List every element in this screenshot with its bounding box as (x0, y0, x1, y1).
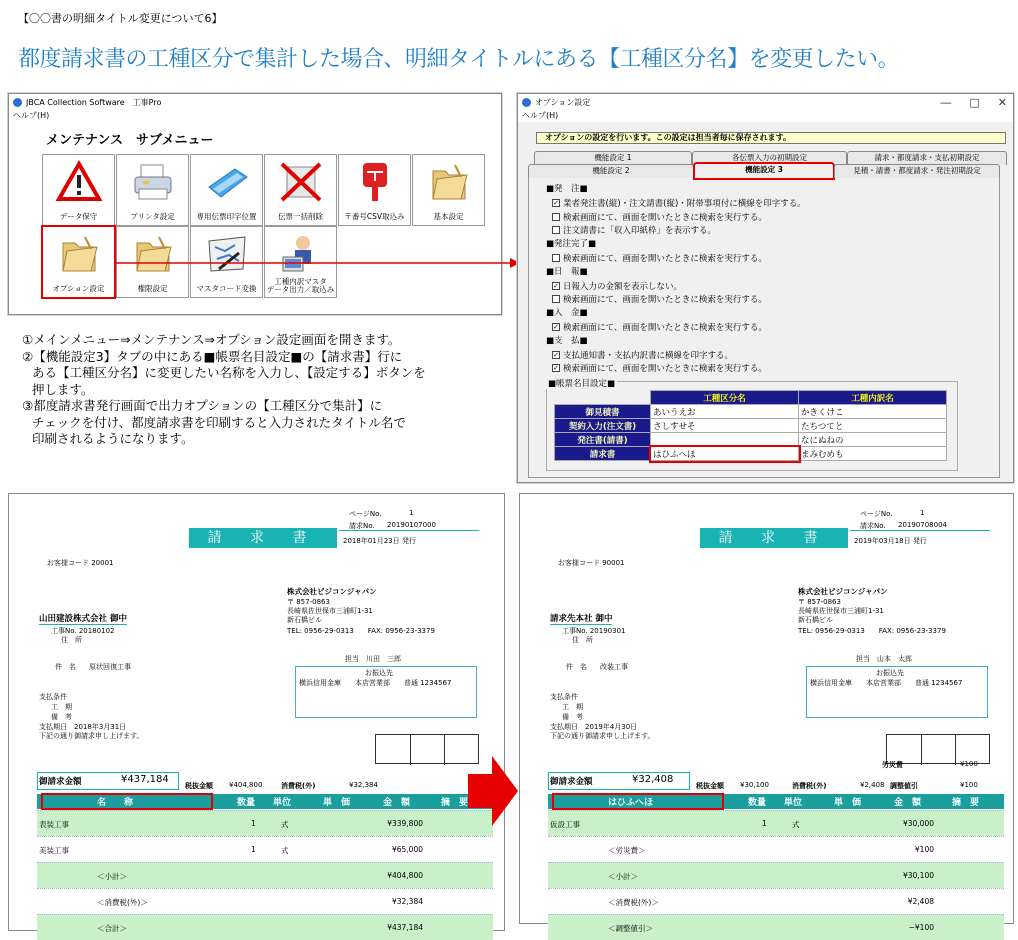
column-header: 単 価 (323, 798, 351, 808)
item-name: 美装工事 (39, 846, 69, 855)
col-uchiwake: 工種内訳名 (799, 391, 947, 405)
option-checkbox-row[interactable] (552, 293, 767, 305)
grid-row (555, 419, 947, 433)
item-amount: −¥100 (908, 923, 934, 932)
table-row (37, 914, 493, 940)
maximize-icon[interactable]: □ (969, 96, 980, 109)
work-period: 工 期 (51, 703, 72, 711)
due-date: 支払期日 2018年3月31日 (39, 723, 127, 731)
page-label: ページNo. (349, 510, 382, 518)
checkbox[interactable]: ✓ (553, 350, 559, 359)
option-label: 業者発注書(縦)・注文請書(縦)・附帯事項付に横線を印字する。 (563, 198, 806, 209)
item-amount: ¥30,000 (902, 819, 934, 828)
zip: 〒 857-0863 (798, 598, 841, 606)
option-label: 検索画面にて、画面を開いたときに検索を実行する。 (563, 364, 767, 375)
kubun-input[interactable] (651, 433, 799, 447)
client-name: 請求先本社 御中 (550, 614, 613, 624)
window-title: JBCA Collection Software 工事Pro (26, 97, 162, 107)
item-amount: ¥2,408 (907, 897, 934, 906)
item-name: 表装工事 (39, 820, 69, 829)
divider (410, 735, 411, 765)
uchiwake-input[interactable]: たちつてと (799, 419, 947, 433)
checkbox[interactable]: ✓ (553, 281, 559, 290)
checkbox[interactable] (552, 295, 560, 303)
title-bar (9, 94, 501, 110)
section-label: ■支 払■ (546, 335, 588, 346)
kubun-input[interactable]: あいうえお (651, 405, 799, 419)
item-name: ＜調整値引＞ (608, 924, 653, 933)
section-label: ■日 報■ (546, 266, 588, 277)
delete-icon (279, 161, 323, 203)
item-qty: 1 (251, 845, 256, 854)
option-label: 支払通知書・支払内訳書に横線を印字する。 (563, 350, 734, 361)
option-checkbox-row[interactable] (552, 211, 767, 223)
tile-label: 〒番号CSV取込み (344, 212, 405, 221)
tab-estimate-settings[interactable]: 見積・請書・都度請求・発注初期設定 (834, 164, 1000, 178)
work-period: 工 期 (562, 703, 583, 711)
issue-date: 2018年01月23日 発行 (343, 537, 416, 545)
tile-label: 基本設定 (433, 212, 464, 221)
column-header: 単 価 (834, 798, 862, 808)
job-number: 工事No. 20180102 (51, 627, 115, 635)
page-title: 都度請求書の工種区分で集計した場合、明細タイトルにある【工種区分名】を変更したい。 (18, 47, 900, 72)
job-name-label: 件 名 (566, 663, 587, 671)
col-kubun: 工種区分名 (651, 391, 799, 405)
checkbox[interactable] (552, 213, 560, 221)
tile-4[interactable] (264, 154, 337, 226)
issue-date: 2019年03月18日 発行 (854, 537, 927, 545)
tax-label: 消費税(外) (281, 782, 316, 790)
payment-terms: 支払条件 (39, 693, 67, 701)
rule (850, 530, 990, 531)
table-row (548, 810, 1004, 836)
address: 長崎県佐世保市三浦町1-31 (287, 607, 373, 615)
item-name: ＜労災費＞ (608, 846, 646, 855)
stamp-boxes (375, 734, 479, 764)
window-controls (940, 96, 1007, 109)
job-name-label: 件 名 (55, 663, 76, 671)
invoice-number: 20190107000 (387, 521, 436, 529)
tax-label: 消費税(外) (792, 782, 827, 790)
tile-label: データ保守 (59, 212, 98, 221)
tile-3[interactable] (190, 154, 263, 226)
column-header: 単位 (273, 798, 292, 808)
item-name: ＜消費税(外)＞ (97, 898, 148, 907)
table-row (548, 914, 1004, 940)
option-checkbox-row[interactable] (552, 197, 806, 209)
tile-1[interactable] (42, 154, 115, 226)
title-highlight (552, 793, 724, 810)
due-date: 支払期日 2019年4月30日 (550, 723, 638, 731)
step-line: ある【工種区分名】に変更したい名称を入力し、【設定する】ボタンを (32, 365, 426, 380)
item-unit: 式 (281, 820, 289, 829)
postbox-icon (353, 161, 397, 203)
item-unit: 式 (281, 846, 289, 855)
option-checkbox-row[interactable] (552, 321, 767, 333)
tile-label: 伝票一括削除 (278, 212, 323, 221)
section-label: ■入 金■ (546, 308, 588, 319)
job-address: 住 所 (61, 636, 82, 644)
tax-amount: ¥2,408 (860, 781, 885, 789)
column-header: 数量 (237, 798, 256, 808)
divider (955, 735, 956, 765)
invoice-before (8, 493, 505, 931)
column-header: 数量 (748, 798, 767, 808)
excl-label: 税抜金額 (185, 782, 213, 790)
divider (921, 735, 922, 765)
job-name: 改装工事 (600, 663, 628, 671)
adj-amount: ¥100 (960, 781, 978, 789)
customer-code: お客様コード 90001 (558, 559, 625, 567)
staff: 担当 山本 太郎 (856, 655, 912, 663)
table-row (37, 810, 493, 836)
table-row (548, 862, 1004, 888)
step-line: 印刷されるようになります。 (32, 431, 194, 446)
tile-label: 工種内訳マスタ データ出力／取込み (266, 277, 335, 294)
title-highlight (41, 793, 213, 810)
window-title: オプション設定 (535, 97, 591, 107)
instructions (22, 332, 492, 448)
customer-code: お客様コード 20001 (47, 559, 114, 567)
tile-2[interactable] (116, 154, 189, 226)
item-amount: ¥100 (914, 845, 934, 854)
total-amount: ¥437,184 (121, 774, 169, 785)
tel-fax: TEL: 0956-29-0313 FAX: 0956-23-3379 (798, 627, 946, 635)
item-qty: 1 (762, 819, 767, 828)
staff: 担当 川田 三郎 (345, 655, 401, 663)
maintenance-window (8, 93, 502, 315)
invoice-no-label: 請求No. (349, 522, 375, 530)
table-row (37, 888, 493, 914)
tile-5[interactable] (338, 154, 411, 226)
address: 長崎県佐世保市三浦町1-31 (798, 607, 884, 615)
tab-function-1[interactable]: 機能設定 1 (534, 151, 692, 165)
invoice-number: 20190708004 (898, 521, 947, 529)
item-amount: ¥437,184 (387, 923, 423, 932)
doc-name: 御見積書 (555, 405, 651, 419)
uchiwake-input[interactable]: かきくけこ (799, 405, 947, 419)
item-amount: ¥339,800 (387, 819, 423, 828)
tile-label: 権限設定 (137, 284, 168, 293)
column-header: 金 額 (894, 798, 922, 808)
tile-label: 専用伝票印字位置 (196, 212, 257, 221)
divider (444, 735, 445, 765)
note: 下記の通り御請求申し上げます。 (39, 732, 144, 740)
rousai-label: 労災費 (882, 761, 903, 769)
item-amount: ¥30,100 (902, 871, 934, 880)
option-label: 検索画面にて、画面を開いたときに検索を実行する。 (563, 323, 767, 333)
table-row (548, 836, 1004, 862)
folder-icon (427, 161, 471, 203)
memo: 備 考 (562, 713, 583, 721)
excl-label: 税抜金額 (696, 782, 724, 790)
rule (339, 530, 479, 531)
table-row (37, 836, 493, 862)
item-name: ＜小計＞ (97, 872, 127, 881)
tile-7[interactable] (42, 226, 115, 298)
item-name: ＜消費税(外)＞ (608, 898, 659, 907)
item-amount: ¥32,384 (391, 897, 423, 906)
pointer-arrow (115, 255, 525, 271)
table-row (37, 862, 493, 888)
step-line: ②【機能設定3】タブの中にある■帳票名目設定■の【請求書】行に (22, 348, 403, 364)
tile-6[interactable] (412, 154, 485, 226)
checkbox[interactable]: ✓ (553, 364, 559, 373)
checkbox[interactable]: ✓ (553, 323, 559, 331)
warning-icon (57, 161, 101, 203)
app-icon (13, 98, 22, 107)
bank-header: お振込先 (365, 669, 393, 677)
invoice-no-label: 請求No. (860, 522, 886, 530)
checkbox[interactable] (552, 226, 560, 234)
document-title: 請 求 書 (700, 528, 848, 548)
page-number: 1 (920, 509, 925, 517)
tax-amount: ¥32,384 (349, 781, 378, 789)
option-checkbox-row[interactable] (552, 362, 767, 374)
item-qty: 1 (251, 819, 256, 828)
column-header: はひふへほ (608, 798, 654, 808)
total-label: 御請求金額 (39, 777, 82, 787)
option-label: 日報入力の金額を表示しない。 (563, 281, 683, 292)
address-2: 新石橋ビル (287, 616, 322, 624)
doc-name: 発注書(請書) (555, 433, 651, 447)
note: 下記の通り御請求申し上げます。 (550, 732, 655, 740)
close-icon[interactable]: ✕ (997, 96, 1007, 109)
company-name: 株式会社ビジコンジャパン (287, 587, 377, 596)
item-name: 仮設工事 (550, 820, 580, 829)
page-label: ページNo. (860, 510, 893, 518)
item-amount: ¥65,000 (391, 845, 423, 854)
doc-names-grid (554, 390, 947, 461)
tile-label: プリンタ設定 (130, 212, 175, 221)
column-header: 単位 (784, 798, 803, 808)
grid-row (555, 433, 947, 447)
excl-amount: ¥404,800 (229, 781, 263, 789)
doc-name: 請求書 (555, 447, 651, 461)
tab-initial-settings[interactable]: 各伝票入力の初期設定 (692, 151, 847, 165)
option-label: 検索画面にて、画面を開いたときに検索を実行する。 (563, 254, 767, 264)
option-label: 注文請書に「収入印紙枠」を表示する。 (563, 226, 717, 237)
rousai-amount: ¥100 (960, 760, 978, 768)
document-title: 請 求 書 (189, 528, 337, 548)
zip: 〒 857-0863 (287, 598, 330, 606)
tab-function-3[interactable]: 機能設定 3 (694, 163, 834, 179)
job-address: 住 所 (572, 636, 593, 644)
checkbox[interactable] (552, 254, 560, 262)
grid-row (555, 447, 947, 461)
doc-names-label: ■帳票名目設定■ (548, 379, 616, 389)
column-header: 摘 要 (441, 798, 469, 808)
app-icon (522, 98, 531, 107)
option-checkbox-row[interactable] (552, 224, 716, 236)
option-checkbox-row[interactable] (552, 280, 682, 292)
company-name: 株式会社ビジコンジャパン (798, 587, 888, 596)
total-amount: ¥32,408 (632, 774, 674, 785)
total-label: 御請求金額 (550, 777, 593, 787)
item-unit: 式 (792, 820, 800, 829)
breadcrumb: 【〇〇書の明細タイトル変更について6】 (18, 12, 223, 25)
table-row (548, 888, 1004, 914)
item-name: ＜小計＞ (608, 872, 638, 881)
page-number: 1 (409, 509, 414, 517)
uchiwake-input[interactable]: まみむめも (799, 447, 947, 461)
job-number: 工事No. 20190301 (562, 627, 626, 635)
bank-header: お振込先 (876, 669, 904, 677)
adj-label: 調整値引 (890, 782, 918, 790)
checkbox[interactable]: ✓ (553, 198, 559, 207)
address-2: 新石橋ビル (798, 616, 833, 624)
step-line: ①メインメニュー⇒メンテナンス⇒オプション設定画面を開きます。 (22, 332, 401, 347)
tab-billing-settings[interactable]: 請求・都度請求・支払初期設定 (847, 151, 1007, 165)
option-label: 検索画面にて、画面を開いたときに検索を実行する。 (563, 212, 767, 223)
tile-label: マスタコード変換 (196, 284, 257, 293)
excl-amount: ¥30,100 (740, 781, 769, 789)
option-checkbox-row[interactable] (552, 252, 767, 264)
option-settings-window (517, 93, 1014, 483)
grid-row (555, 405, 947, 419)
bank-account: 横浜信用金庫 本店営業部 普通 1234567 (299, 679, 452, 687)
step-line: チェックを付け、都度請求書を印刷すると入力されたタイトル名で (32, 414, 406, 430)
tel-fax: TEL: 0956-29-0313 FAX: 0956-23-3379 (287, 627, 435, 635)
big-arrow-icon (468, 756, 518, 826)
kubun-input[interactable]: はひふへほ (651, 447, 799, 461)
slip-icon (205, 161, 249, 203)
uchiwake-input[interactable]: なにぬねの (799, 433, 947, 447)
kubun-input[interactable]: さしすせそ (651, 419, 799, 433)
submenu-title: メンテナンス サブメニュー (46, 133, 214, 148)
job-name: 原状回復工事 (89, 663, 131, 671)
item-name: ＜合計＞ (97, 924, 127, 933)
payment-terms: 支払条件 (550, 693, 578, 701)
folder-icon (57, 233, 101, 275)
section-label: ■発注完了■ (546, 239, 597, 250)
tab-function-2[interactable]: 機能設定 2 (528, 164, 694, 178)
menu-help[interactable]: ヘルプ(H) (13, 111, 50, 120)
title-bar (518, 94, 1013, 110)
item-amount: ¥404,800 (387, 871, 423, 880)
minimize-icon[interactable]: ― (940, 96, 952, 109)
tile-label: オプション設定 (52, 284, 105, 293)
option-checkbox-row[interactable] (552, 349, 733, 361)
column-header: 名 称 (97, 798, 134, 808)
option-label: 検索画面にて、画面を開いたときに検索を実行する。 (563, 295, 767, 306)
notice-bar: オプションの設定を行います。この設定は担当者毎に保存されます。 (536, 132, 1006, 144)
column-header: 金 額 (383, 798, 411, 808)
section-label: ■発 注■ (546, 184, 588, 194)
step-line: 押します。 (32, 381, 94, 397)
printer-icon (131, 161, 175, 203)
invoice-after (519, 493, 1014, 933)
column-header: 摘 要 (952, 798, 980, 808)
menu-help[interactable]: ヘルプ(H) (518, 110, 1013, 122)
bank-account: 横浜信用金庫 本店営業部 普通 1234567 (810, 679, 963, 687)
client-name: 山田建設株式会社 御中 (39, 614, 127, 624)
doc-name: 契約入力(注文書) (555, 419, 651, 433)
memo: 備 考 (51, 713, 72, 721)
step-line: ③都度請求書発行画面で出力オプションの【工種区分で集計】に (22, 398, 383, 413)
